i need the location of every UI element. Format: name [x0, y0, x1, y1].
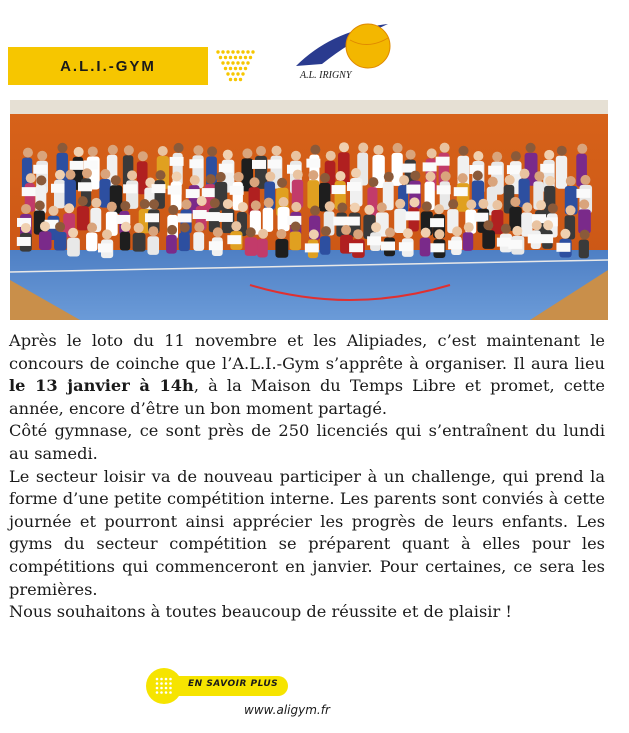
group-photo [10, 100, 608, 320]
paragraph: Nous souhaitons à toutes beaucoup de réussite et de plaisir ! [9, 602, 512, 622]
dot-grid-decoration [214, 48, 260, 84]
more-info-label: EN SAVOIR PLUS [188, 679, 279, 689]
more-info-badge [146, 668, 288, 704]
paragraph: Après le loto du 11 novembre et les Alipiades, c’est maintenant le concours de coinche que l’A.L.I.-Gym s’apprête à organiser. Il aura lieu le 13 janvier à 14h, à la Maison du Temps Libre et promet, cette année, encore d’être un bon moment partagé. [9, 331, 605, 418]
event-date: le 13 janvier à 14h [9, 376, 194, 396]
dots-icon [152, 674, 176, 698]
section-title-bar [8, 47, 208, 85]
section-title: A.L.I.-GYM [60, 57, 156, 75]
club-logo [292, 16, 398, 82]
paragraph: Côté gymnase, ce sont près de 250 licenciés qui s’entraînent du lundi au samedi. [9, 421, 605, 463]
website-link[interactable]: www.aligym.fr [244, 703, 330, 717]
logo-text: A.L. IRIGNY [300, 70, 352, 81]
paragraph: Le secteur loisir va de nouveau participer à un challenge, qui prend la forme d’une petite compétition interne. Les parents sont conviés à cette journée et pourront ainsi apprécier les progrès de leurs enfants. Les gyms du secteur compétition se préparent quant à elles pour les compétitions qui commenceront en janvier. Pour certaines, ce sera les premières. [9, 466, 605, 599]
article-body [9, 330, 605, 624]
